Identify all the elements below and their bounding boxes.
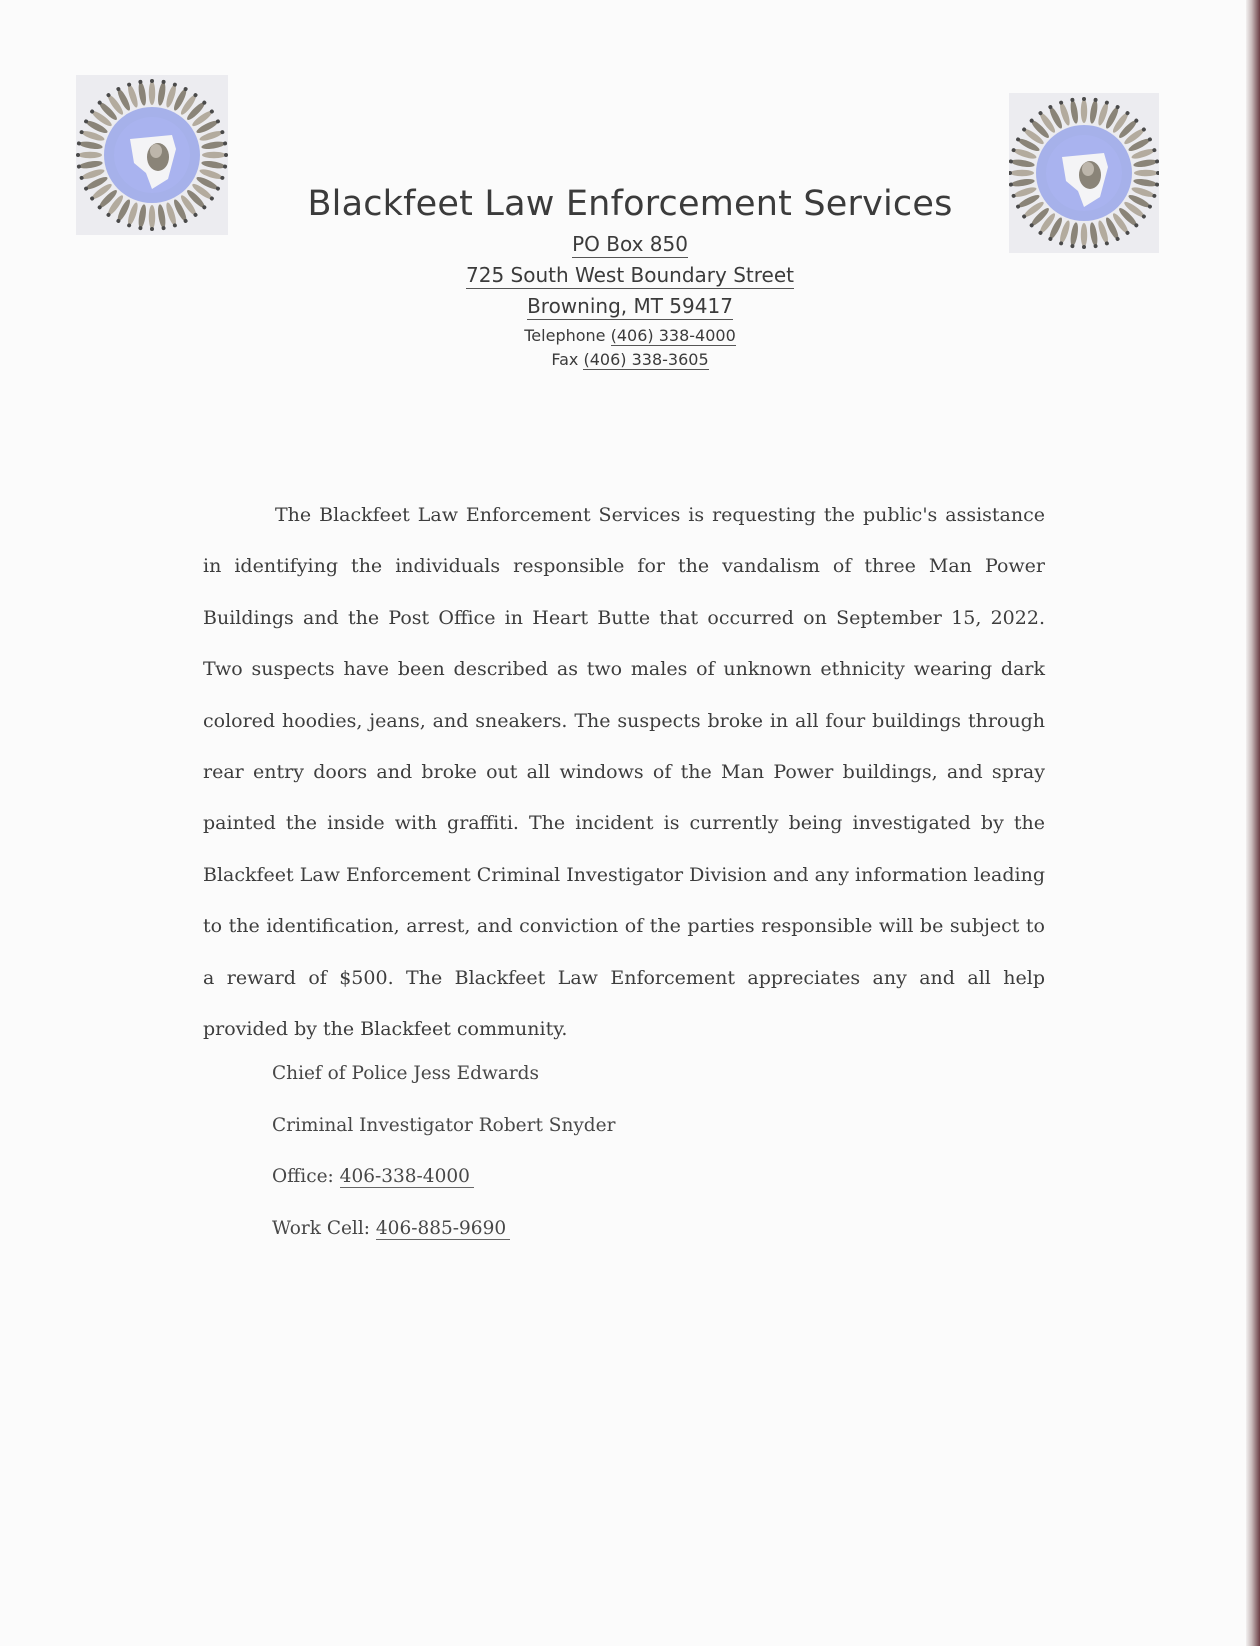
fax-line — [0, 349, 1260, 373]
office-label: Office: — [272, 1166, 334, 1187]
contact-signoff — [272, 1059, 615, 1265]
fax-number: (406) 338-3605 — [583, 350, 709, 369]
telephone-number[interactable]: (406) 338-4000 — [610, 326, 736, 345]
work-cell-label: Work Cell: — [272, 1217, 371, 1239]
organization-title: Blackfeet Law Enforcement Services — [307, 184, 953, 224]
fax-label: Fax — [551, 350, 579, 369]
work-cell-number[interactable]: 406-885-9690 — [376, 1218, 510, 1240]
address-street: 725 South West Boundary Street — [466, 263, 794, 287]
telephone-line — [0, 325, 1260, 349]
office-phone-number[interactable]: 406-338-4000 — [340, 1166, 474, 1188]
office-phone-line — [272, 1162, 615, 1214]
telephone-label: Telephone — [524, 326, 606, 345]
address-city: Browning, MT 59417 — [527, 294, 733, 318]
address-po-box: PO Box 850 — [572, 232, 688, 256]
letterhead — [0, 176, 1260, 373]
chief-of-police: Chief of Police Jess Edwards — [272, 1063, 540, 1084]
criminal-investigator: Criminal Investigator Robert Snyder — [272, 1114, 616, 1136]
press-release-paragraph: The Blackfeet Law Enforcement Services is requesting the public's assistance in identifying the individuals responsible for the vandalism of three Man Power Buildings and the Post Office in Heart Butte that occurred on September 15, 2022. Two suspects have been described as two males of unknown ethnicity wearing dark colored hoodies, jeans, and sneakers. The suspects broke in all four buildings through rear entry doors and broke out all windows of the Man Power buildings, and spray painted the inside with graffiti. The incident is currently being investigated by the Blackfeet Law Enforcement Criminal Investigator Division and any information leading to the identification, arrest, and conviction of the parties responsible will be subject to a reward of $500. The Blackfeet Law Enforcement appreciates any and all help provided by the Blackfeet community. — [203, 504, 1045, 1041]
work-cell-line — [272, 1214, 615, 1266]
